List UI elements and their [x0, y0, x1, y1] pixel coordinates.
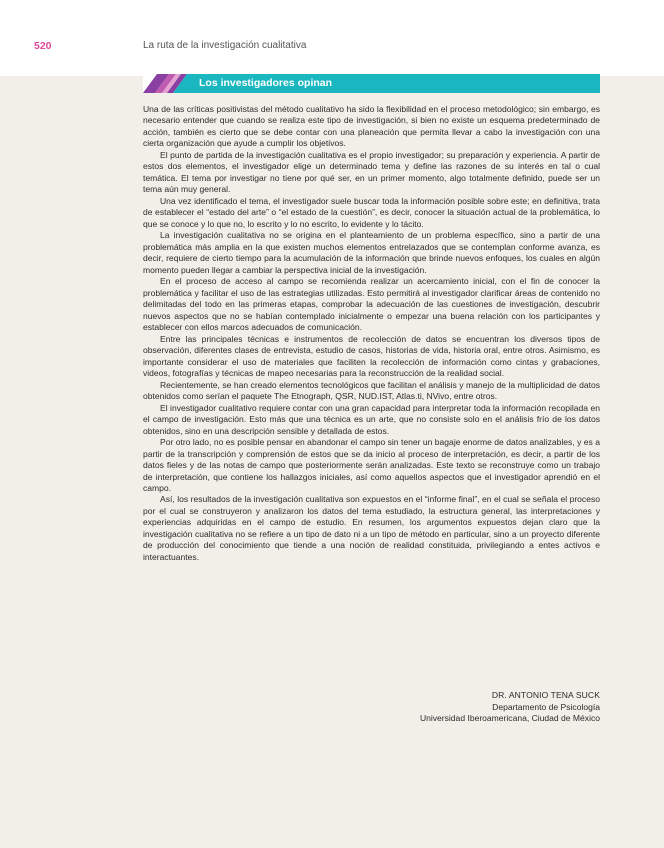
author-signature [420, 690, 600, 725]
page-number: 520 [34, 40, 52, 52]
paragraph: Así, los resultados de la investigación cualitativa son expuestos en el “informe final”, en el cual se señala el proceso por el cual se construyeron y analizaron los datos del tema estudiado, la estructura general, las interpretaciones y experiencias adquiridas en el campo de estudio. En resumen, los argumentos expuestos dejan claro que la investigación cualitativa no se refiere a un tipo de dato ni a un tipo de método en particular, sino a un proyecto diferente de producción del conocimiento que tiende a una noción de realidad constituida, privilegiando a entes activos e interactuantes. [143, 494, 600, 562]
paragraph: Recientemente, se han creado elementos tecnológicos que facilitan el análisis y manejo de la multiplicidad de datos obtenidos como serían el paquete The Etnograph, QSR, NUD.IST, Atlas.ti, NVivo, entre otros. [143, 379, 600, 402]
author-department: Departamento de Psicología [492, 701, 600, 712]
paragraph: En el proceso de acceso al campo se recomienda realizar un acercamiento inicial, con el fin de conocer la problemática y facilitar el uso de las estrategias utilizadas. Esto permitirá al investigador clarificar áreas de contenido no delimitadas del todo en las primeras etapas, comprobar la adecuación de las cuestiones de investigación, descubrir nuevos aspectos que no se habían contemplado inicialmente o empezar una buena relación con los participantes y establecer con ellos marcos adecuados de comunicación. [143, 276, 600, 333]
page-header [0, 0, 664, 76]
paragraph: Una de las críticas positivistas del método cualitativo ha sido la flexibilidad en el proceso metodológico; sin embargo, es necesario entender que cuando se realiza este tipo de investigación, si bien no existe un esquema predeterminado de acción, también es cierto que se debe contar con una planeación que permita llevar a cabo la investigación con una cierta organización que ayude a cumplir los objetivos. [143, 104, 600, 149]
banner-title: Los investigadores opinan [199, 77, 333, 89]
decorative-stripes-icon [143, 74, 187, 93]
running-title: La ruta de la investigación cualitativa [143, 40, 307, 51]
paragraph: Entre las principales técnicas e instrumentos de recolección de datos se encuentran los diversos tipos de observación, diferentes clases de entrevista, estudio de casos, historias de vida, historia oral, entre otros. Asimismo, es importante considerar el uso de materiales que faciliten la recolección de información como cintas y grabaciones, videos, fotografías y técnicas de mapeo necesarias para la reconstrucción de la realidad social. [143, 333, 600, 379]
paragraph: Por otro lado, no es posible pensar en abandonar el campo sin tener un bagaje enorme de datos analizables, y es a partir de la transcripción y comprensión de estos que se da inicio al proceso de interpretación, es decir, a partir de los datos fieles y de las notas de campo que posteriormente serán analizadas. Este texto se reconstruye como un trabajo de interpretación, que contiene los hallazgos iniciales, así como aquellos aspectos que el investigador aprendió en el campo. [143, 437, 600, 493]
paragraph: El investigador cualitativo requiere contar con una gran capacidad para interpretar toda la información recopilada en el campo de investigación. Esto más que una técnica es un arte, que no consiste solo en el análisis frío de los datos obtenidos, sino en una descripción sensible y detallada de estos. [143, 402, 600, 436]
paragraph: El punto de partida de la investigación cualitativa es el propio investigador; su preparación y experiencia. A partir de estos dos elementos, el investigador elige un determinado tema y define las razones de su interés en tal o cual temática. El tema por investigar no tiene por qué ser, en un primer momento, algo totalmente definido, puede ser un tema aún muy general. [143, 149, 600, 195]
paragraph: La investigación cualitativa no se origina en el planteamiento de un problema específico, sino a partir de una problemática más amplia en la que existen muchos elementos entrelazados que se contemplan conforme avanza, es decir, requiere de cierto tiempo para la acumulación de la información que brinde nuevos enfoques, los cuales en algún momento pueden llegar a cambiar la perspectiva inicial de la investigación. [143, 230, 600, 275]
section-banner [143, 74, 600, 93]
author-name: DR. ANTONIO TENA SUCK [491, 690, 600, 700]
article-body [143, 104, 600, 563]
author-institution: Universidad Iberoamericana, Ciudad de México [419, 713, 600, 724]
paragraph: Una vez identificado el tema, el investigador suele buscar toda la información posible sobre este; en definitiva, trata de establecer el “estado del arte” o “el estado de la cuestión”, es decir, conocer la situación actual de la problemática, lo que se conoce y lo que no, lo escrito y lo no escrito, lo evidente y lo tácito. [143, 195, 600, 229]
